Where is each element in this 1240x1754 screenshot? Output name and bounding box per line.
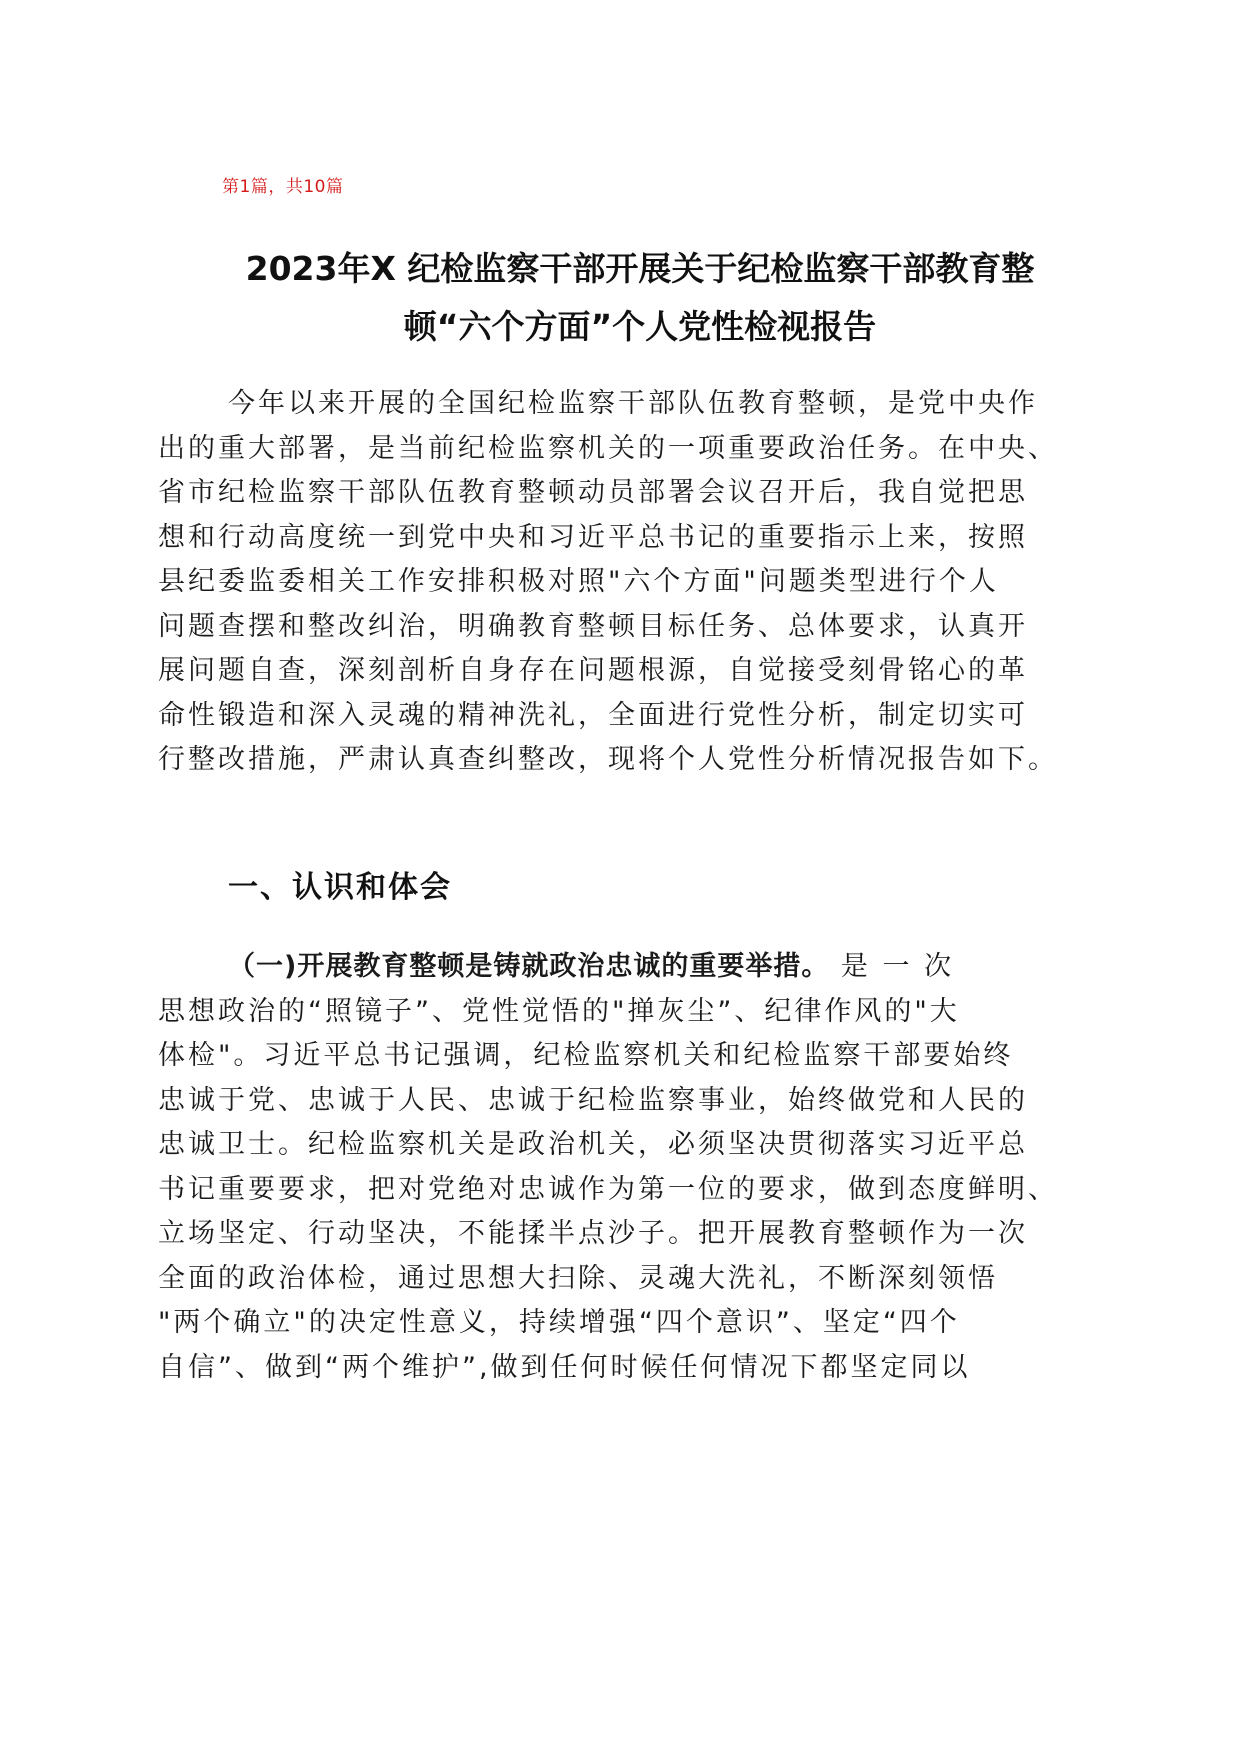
paragraph-line: 自信”、做到“两个维护”,做到任何时候任何情况下都坚定同以 xyxy=(158,1351,971,1383)
section-heading: 一、认识和体会 xyxy=(228,870,452,905)
title-line-2: 顿“六个方面”个人党性检视报告 xyxy=(403,307,877,346)
paragraph-line: 忠诚于党、忠诚于人民、忠诚于纪检监察事业，始终做党和人民的 xyxy=(158,1084,1028,1116)
intro-line: 展问题自查，深刻剖析自身存在问题根源，自觉接受刻骨铭心的革 xyxy=(158,655,1028,686)
intro-line: 省市纪检监察干部队伍教育整顿动员部署会议召开后，我自觉把思 xyxy=(158,477,1028,508)
intro-line: 今年以来开展的全国纪检监察干部队伍教育整顿，是党中央作 xyxy=(228,388,1038,419)
page-counter: 第1篇，共10篇 xyxy=(222,177,344,197)
intro-line: 出的重大部署，是当前纪检监察机关的一项重要政治任务。在中央、 xyxy=(158,432,1058,464)
intro-line: 县纪委监委相关工作安排积极对照"六个方面"问题类型进行个人 xyxy=(158,566,999,597)
document-title xyxy=(200,240,1080,356)
paragraph-line: 书记重要要求，把对党绝对忠诚作为第一位的要求，做到态度鲜明、 xyxy=(158,1173,1058,1205)
intro-line: 命性锻造和深入灵魂的精神洗礼，全面进行党性分析，制定切实可 xyxy=(158,699,1028,731)
intro-line: 行整改措施，严肃认真查纠整改，现将个人党性分析情况报告如下。 xyxy=(158,744,1058,775)
paragraph-line: 全面的政治体检，通过思想大扫除、灵魂大洗礼，不断深刻领悟 xyxy=(158,1262,998,1294)
paragraph-first-line xyxy=(158,945,1098,990)
intro-paragraph xyxy=(158,382,1098,783)
paragraph-line: 体检"。习近平总书记强调，纪检监察机关和纪检监察干部要始终 xyxy=(158,1040,1014,1071)
paragraph-line: "两个确立"的决定性意义，持续增强“四个意识”、坚定“四个 xyxy=(158,1307,960,1338)
paragraph-line: 忠诚卫士。纪检监察机关是政治机关，必须坚决贯彻落实习近平总 xyxy=(158,1129,1028,1160)
paragraph-subheading: （一)开展教育整顿是铸就政治忠诚的重要举措。 xyxy=(228,951,830,982)
intro-line: 想和行动高度统一到党中央和习近平总书记的重要指示上来，按照 xyxy=(158,521,1028,553)
paragraph-line: 立场坚定、行动坚决，不能揉半点沙子。把开展教育整顿作为一次 xyxy=(158,1218,1028,1249)
intro-line: 问题查摆和整改纠治，明确教育整顿目标任务、总体要求，认真开 xyxy=(158,610,1028,642)
paragraph-first-rest: 是 一 次 xyxy=(829,951,955,982)
paragraph-1 xyxy=(158,945,1098,1390)
paragraph-line: 思想政治的“照镜子”、党性觉悟的"掸灰尘”、纪律作风的"大 xyxy=(158,995,960,1027)
title-line-1: 2023年X 纪检监察干部开展关于纪检监察干部教育整 xyxy=(245,249,1035,288)
